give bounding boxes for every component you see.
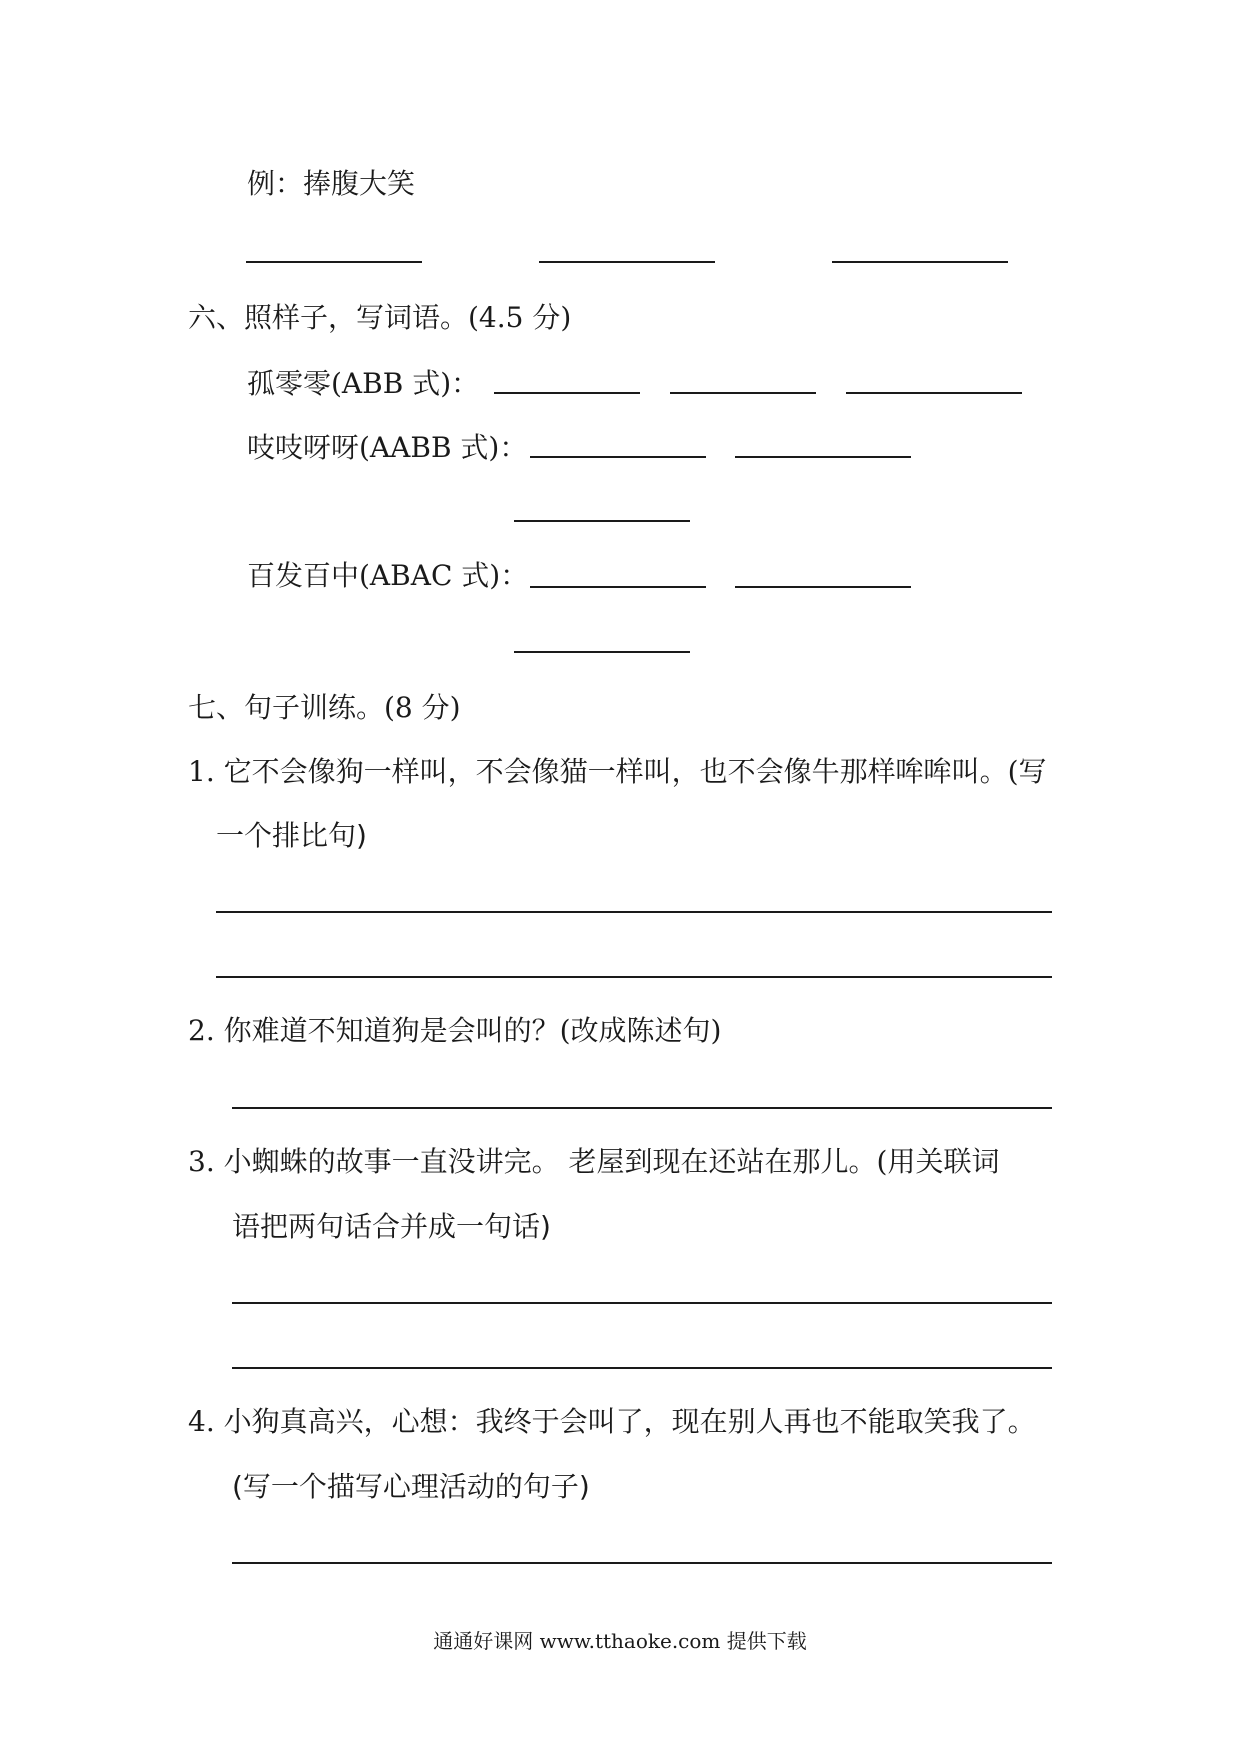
question-2-text: 2. 你难道不知道狗是会叫的？(改成陈述句) bbox=[188, 1014, 722, 1047]
answer-line bbox=[514, 520, 690, 522]
question-1-text: 1. 它不会像狗一样叫，不会像猫一样叫，也不会像牛那样哞哞叫。(写 bbox=[188, 755, 1047, 788]
answer-line bbox=[232, 1302, 1052, 1304]
answer-line bbox=[216, 976, 1052, 978]
answer-line bbox=[530, 456, 706, 458]
section-7-heading: 七、句子训练。(8 分) bbox=[188, 691, 461, 724]
answer-line bbox=[539, 261, 715, 263]
question-3-instruction: 语把两句话合并成一句话) bbox=[232, 1210, 551, 1243]
question-4-text: 4. 小狗真高兴，心想：我终于会叫了，现在别人再也不能取笑我了。 bbox=[188, 1405, 1036, 1438]
answer-line bbox=[670, 392, 816, 394]
answer-line bbox=[832, 261, 1008, 263]
answer-line bbox=[246, 261, 422, 263]
question-4-instruction: (写一个描写心理活动的句子) bbox=[232, 1470, 590, 1503]
answer-line bbox=[216, 911, 1052, 913]
example-text: 例：捧腹大笑 bbox=[247, 167, 416, 200]
answer-line bbox=[530, 586, 706, 588]
question-1-instruction: 一个排比句) bbox=[216, 819, 367, 852]
abac-label: 百发百中(ABAC 式)： bbox=[247, 559, 529, 592]
aabb-label: 吱吱呀呀(AABB 式)： bbox=[247, 431, 528, 464]
answer-line bbox=[494, 392, 640, 394]
answer-line bbox=[232, 1367, 1052, 1369]
answer-line bbox=[735, 456, 911, 458]
answer-line bbox=[232, 1562, 1052, 1564]
answer-line bbox=[232, 1107, 1052, 1109]
abb-label: 孤零零(ABB 式)： bbox=[247, 367, 480, 400]
answer-line bbox=[735, 586, 911, 588]
answer-line bbox=[514, 651, 690, 653]
section-6-heading: 六、照样子，写词语。(4.5 分) bbox=[188, 301, 572, 334]
question-3-text: 3. 小蜘蛛的故事一直没讲完。 老屋到现在还站在那儿。(用关联词 bbox=[188, 1145, 1000, 1178]
footer-text: 通通好课网 www.tthaoke.com 提供下载 bbox=[433, 1629, 807, 1653]
answer-line bbox=[846, 392, 1022, 394]
